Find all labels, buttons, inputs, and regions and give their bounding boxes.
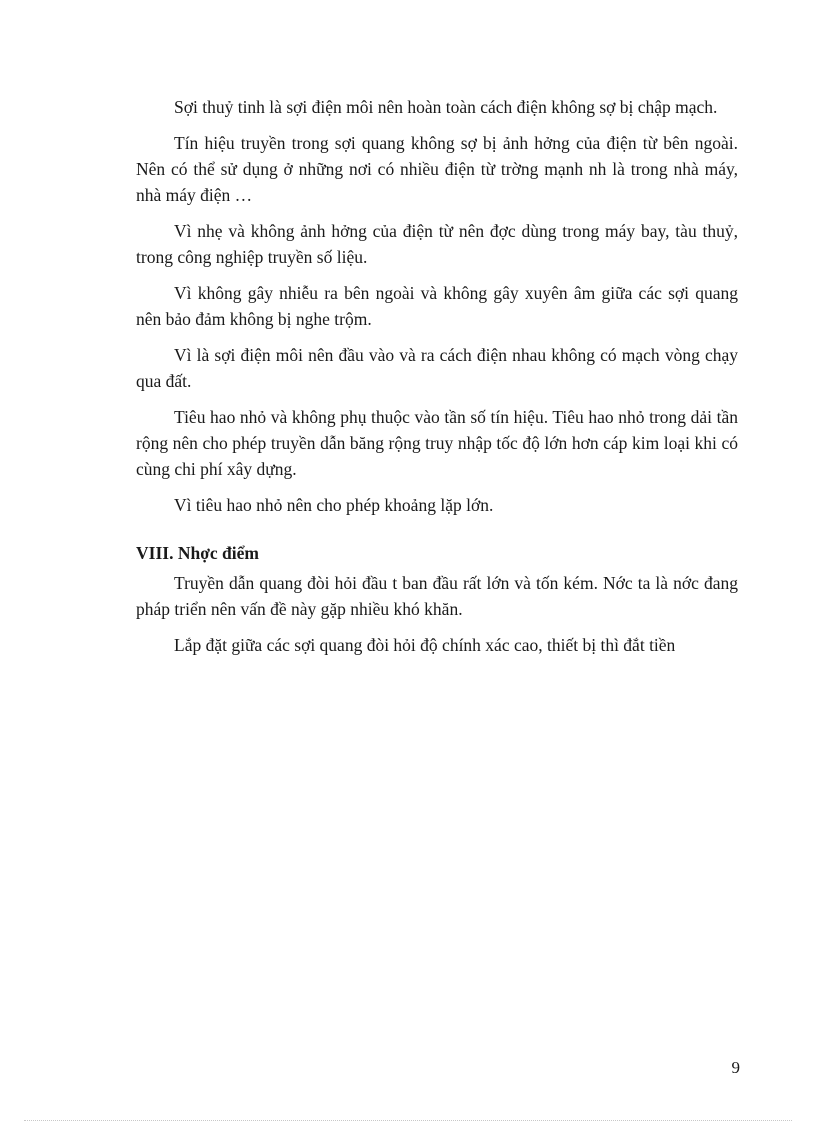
paragraph: Vì tiêu hao nhỏ nên cho phép khoảng lặp lớn. xyxy=(174,495,494,515)
paragraph: Vì là sợi điện môi nên đầu vào và ra cách điện nhau không có mạch vòng chạy qua đất. xyxy=(136,345,738,391)
paragraph: Vì nhẹ và không ảnh hởng của điện từ nên đợc dùng trong máy bay, tàu thuỷ, trong công nghiệp truyền số liệu. xyxy=(136,221,738,267)
page-number: 9 xyxy=(731,1058,740,1077)
paragraph: Tiêu hao nhỏ và không phụ thuộc vào tần số tín hiệu. Tiêu hao nhỏ trong dải tần rộng nên cho phép truyền dẫn băng rộng truy nhập tốc độ lớn hơn cáp kim loại khi có cùng chi phí xây dựng. xyxy=(136,407,738,479)
document-body xyxy=(136,94,738,668)
paragraph: Sợi thuỷ tinh là sợi điện môi nên hoàn toàn cách điện không sợ bị chập mạch. xyxy=(174,97,718,117)
paragraph: Truyền dẫn quang đòi hỏi đầu t ban đầu rất lớn và tốn kém. Nớc ta là nớc đang pháp triển nên vấn đề này gặp nhiều khó khăn. xyxy=(136,573,738,619)
section-heading: VIII. Nhợc điểm xyxy=(136,543,259,563)
paragraph: Vì không gây nhiễu ra bên ngoài và không gây xuyên âm giữa các sợi quang nên bảo đảm không bị nghe trộm. xyxy=(136,283,738,329)
paragraph: Tín hiệu truyền trong sợi quang không sợ bị ảnh hởng của điện từ bên ngoài. Nên có thể sử dụng ở những nơi có nhiều điện từ trờng mạnh nh là trong nhà máy, nhà máy điện … xyxy=(136,133,738,205)
paragraph: Lắp đặt giữa các sợi quang đòi hỏi độ chính xác cao, thiết bị thì đắt tiền xyxy=(174,635,676,655)
footer-divider xyxy=(24,1120,792,1121)
